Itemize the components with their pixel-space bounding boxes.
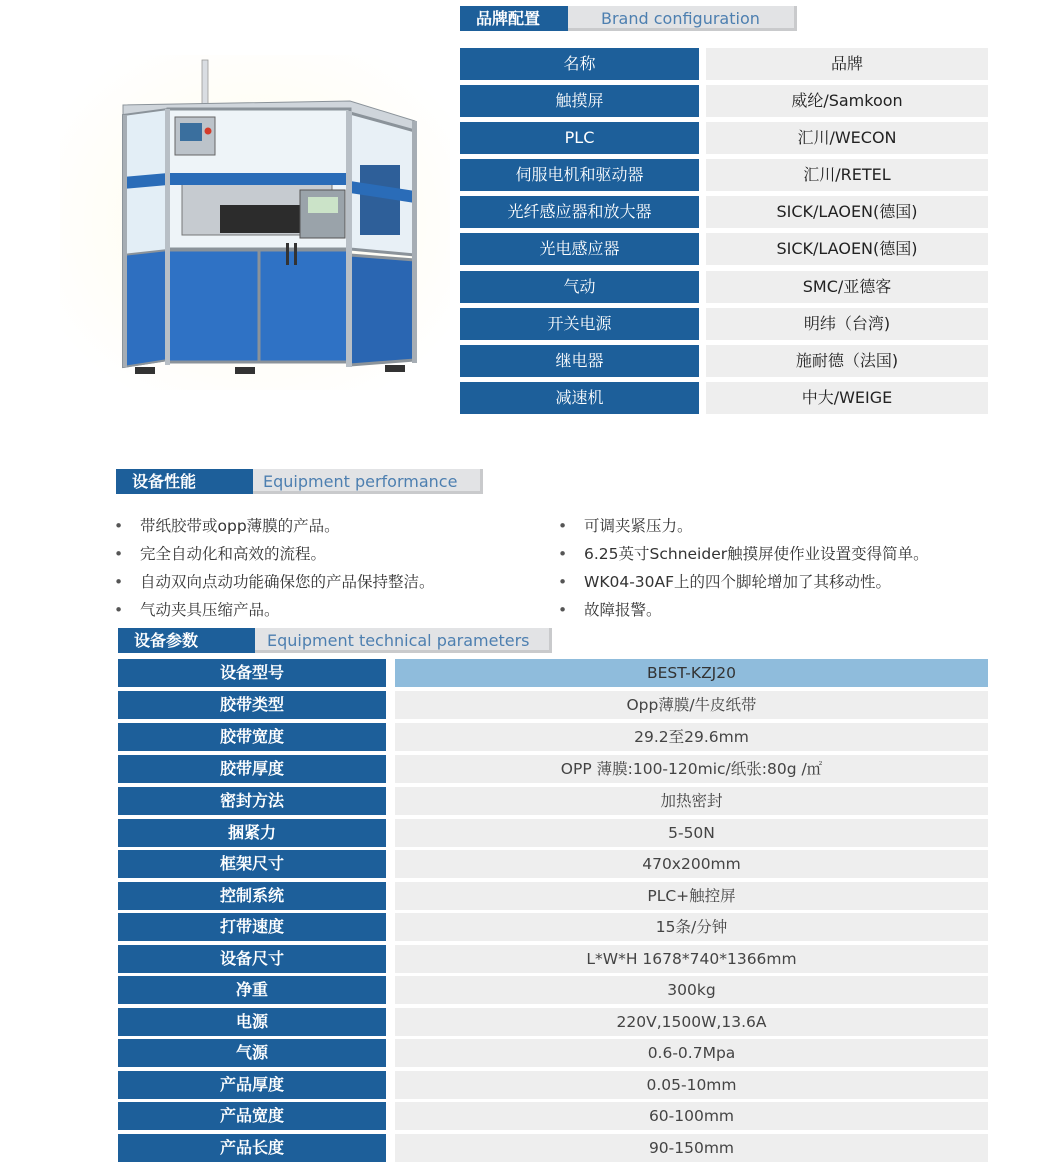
param-key: 产品长度 (118, 1134, 386, 1162)
params-title-cn: 设备参数 (118, 628, 255, 653)
brand-row-value: 汇川/RETEL (706, 159, 988, 191)
brand-row-name: 减速机 (460, 382, 699, 414)
param-key: 设备尺寸 (118, 945, 386, 973)
param-row (118, 723, 988, 751)
param-row (118, 1071, 988, 1099)
brand-row-name: 伺服电机和驱动器 (460, 159, 699, 191)
bullet-icon: • (114, 573, 124, 591)
performance-item: • 气动夹具压缩产品。 (114, 601, 280, 619)
params-title-en: Equipment technical parameters (255, 628, 552, 653)
brand-row (460, 196, 988, 228)
param-row (118, 1102, 988, 1130)
param-key: 密封方法 (118, 787, 386, 815)
brand-row-value: 施耐德（法国) (706, 345, 988, 377)
param-row (118, 882, 988, 910)
bullet-icon: • (114, 601, 124, 619)
brand-row (460, 159, 988, 191)
brand-row-name: 开关电源 (460, 308, 699, 340)
param-key: 净重 (118, 976, 386, 1004)
param-key: 胶带厚度 (118, 755, 386, 783)
param-value: PLC+触控屏 (395, 882, 988, 910)
bullet-icon: • (114, 545, 124, 563)
param-key: 控制系统 (118, 882, 386, 910)
brand-row (460, 85, 988, 117)
brand-row-name: 光纤感应器和放大器 (460, 196, 699, 228)
performance-section-header (116, 469, 483, 494)
param-value: 5-50N (395, 819, 988, 847)
param-key: 气源 (118, 1039, 386, 1067)
performance-item: • 自动双向点动功能确保您的产品保持整洁。 (114, 573, 435, 591)
param-value: BEST-KZJ20 (395, 659, 988, 687)
performance-item: • 带纸胶带或opp薄膜的产品。 (114, 517, 340, 535)
brand-row (460, 233, 988, 265)
param-row (118, 819, 988, 847)
brand-row (460, 382, 988, 414)
param-row (118, 850, 988, 878)
brand-row-value: SMC/亚德客 (706, 271, 988, 303)
param-row (118, 755, 988, 783)
param-row (118, 691, 988, 719)
param-row (118, 945, 988, 973)
param-value: Opp薄膜/牛皮纸带 (395, 691, 988, 719)
param-key: 胶带类型 (118, 691, 386, 719)
brand-row-value: 威纶/Samkoon (706, 85, 988, 117)
bullet-icon: • (114, 517, 124, 535)
param-row (118, 1008, 988, 1036)
brand-row-name: 光电感应器 (460, 233, 699, 265)
brand-header-name: 名称 (460, 48, 699, 80)
param-value: 220V,1500W,13.6A (395, 1008, 988, 1036)
param-value: 470x200mm (395, 850, 988, 878)
brand-row-name: 继电器 (460, 345, 699, 377)
brand-title-en: Brand configuration (568, 6, 797, 31)
brand-row-value: 明纬（台湾) (706, 308, 988, 340)
param-key: 产品宽度 (118, 1102, 386, 1130)
brand-row-value: 汇川/WECON (706, 122, 988, 154)
param-row (118, 1134, 988, 1162)
param-value: 90-150mm (395, 1134, 988, 1162)
param-key: 设备型号 (118, 659, 386, 687)
param-value: 60-100mm (395, 1102, 988, 1130)
param-key: 捆紧力 (118, 819, 386, 847)
param-value: 15条/分钟 (395, 913, 988, 941)
brand-row-value: 中大/WEIGE (706, 382, 988, 414)
param-value: OPP 薄膜:100-120mic/纸张:80g /㎡ (395, 755, 988, 783)
performance-item: • 完全自动化和高效的流程。 (114, 545, 327, 563)
param-value: 0.6-0.7Mpa (395, 1039, 988, 1067)
brand-title-cn: 品牌配置 (460, 6, 568, 31)
brand-section-header (460, 6, 797, 31)
performance-item: • WK04-30AF上的四个脚轮增加了其移动性。 (558, 573, 892, 591)
param-value: 加热密封 (395, 787, 988, 815)
param-value: 0.05-10mm (395, 1071, 988, 1099)
param-key: 打带速度 (118, 913, 386, 941)
param-row (118, 787, 988, 815)
bullet-icon: • (558, 517, 568, 535)
param-row (118, 659, 988, 687)
param-value: L*W*H 1678*740*1366mm (395, 945, 988, 973)
bullet-icon: • (558, 573, 568, 591)
params-section-header (118, 628, 552, 653)
brand-row (460, 345, 988, 377)
brand-row (460, 122, 988, 154)
brand-header-brand: 品牌 (706, 48, 988, 80)
brand-row-name: PLC (460, 122, 699, 154)
brand-row-name: 触摸屏 (460, 85, 699, 117)
param-row (118, 976, 988, 1004)
param-key: 胶带宽度 (118, 723, 386, 751)
bullet-icon: • (558, 545, 568, 563)
param-key: 产品厚度 (118, 1071, 386, 1099)
brand-row-name: 气动 (460, 271, 699, 303)
param-key: 电源 (118, 1008, 386, 1036)
param-key: 框架尺寸 (118, 850, 386, 878)
performance-title-en: Equipment performance (253, 469, 483, 494)
param-row (118, 1039, 988, 1067)
brand-row-value: SICK/LAOEN(德国) (706, 196, 988, 228)
brand-row (460, 308, 988, 340)
performance-item: • 可调夹紧压力。 (558, 517, 693, 535)
performance-title-cn: 设备性能 (116, 469, 253, 494)
machine-image (60, 55, 450, 390)
brand-row (460, 271, 988, 303)
brand-row-value: SICK/LAOEN(德国) (706, 233, 988, 265)
brand-table-header (460, 48, 988, 80)
bullet-icon: • (558, 601, 568, 619)
performance-item: • 故障报警。 (558, 601, 662, 619)
param-value: 29.2至29.6mm (395, 723, 988, 751)
param-value: 300kg (395, 976, 988, 1004)
performance-item: • 6.25英寸Schneider触摸屏使作业设置变得简单。 (558, 545, 929, 563)
param-row (118, 913, 988, 941)
